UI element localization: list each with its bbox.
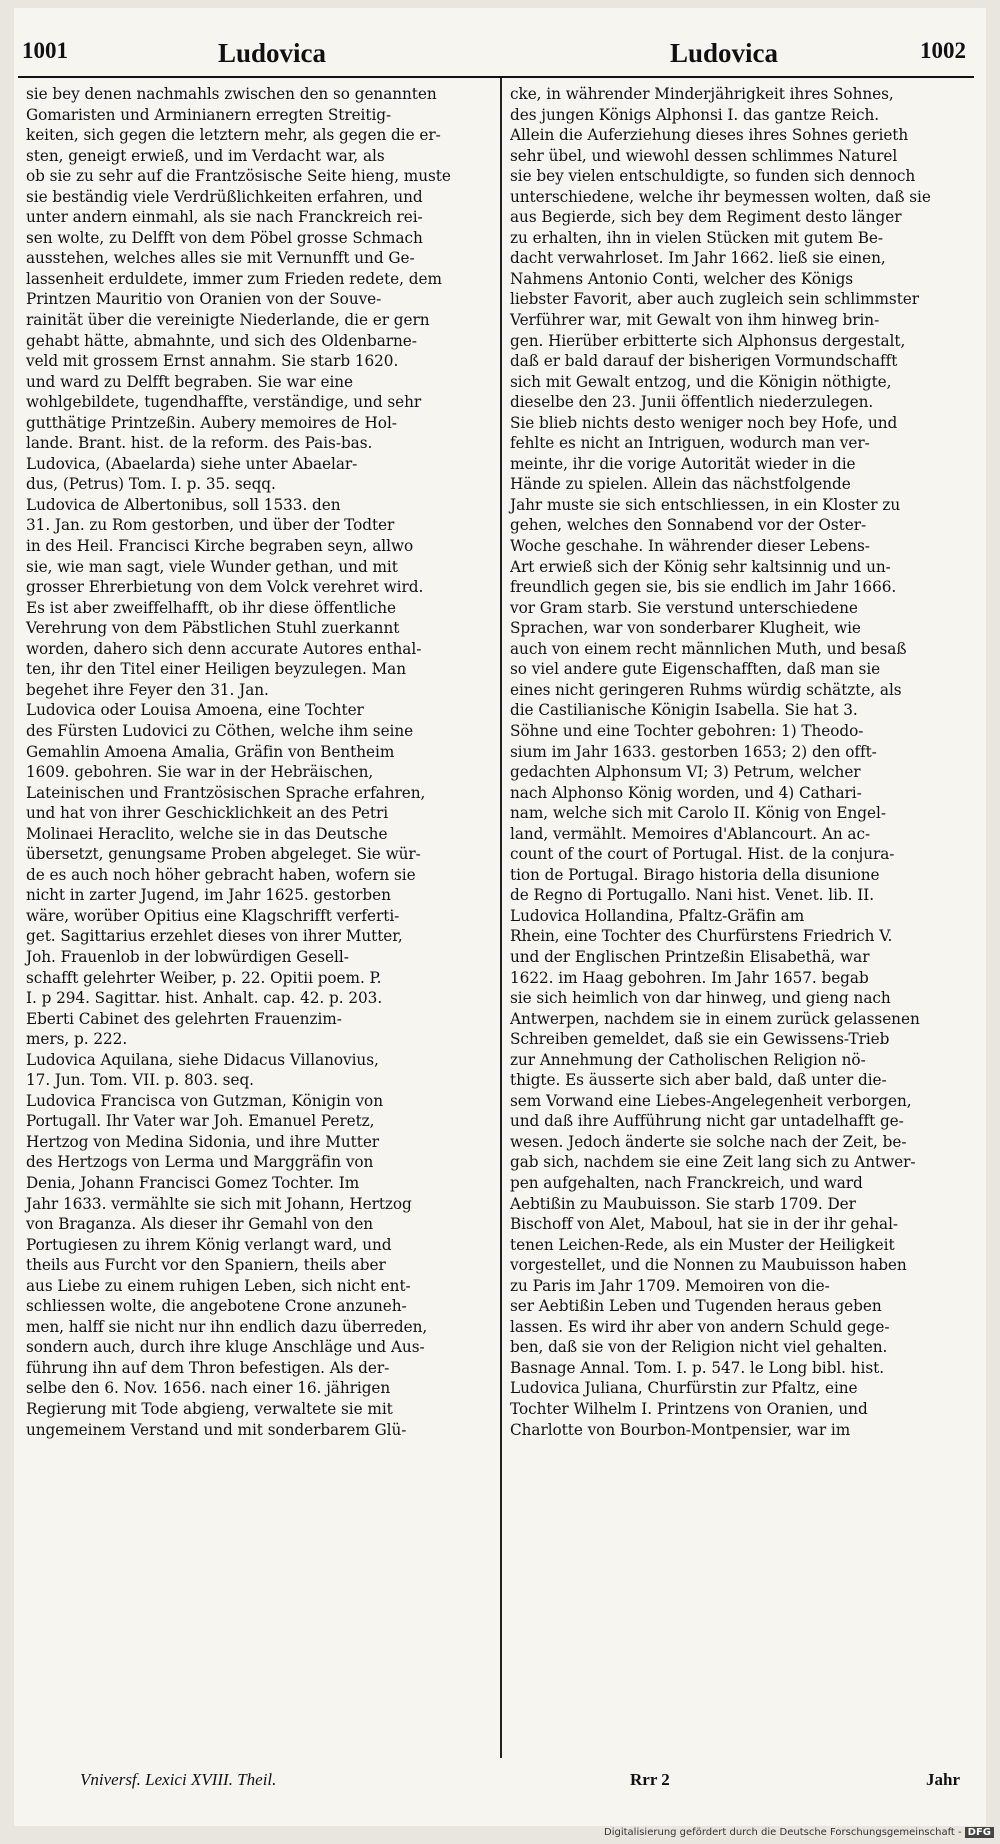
text-line: gutthätige Printzeßin. Aubery memoires de Hol- xyxy=(26,413,397,432)
text-line: gehabt hätte, abmahnte, und sich des Oldenbarne- xyxy=(26,331,417,350)
text-line: sten, geneigt erwieß, und im Verdacht war, als xyxy=(26,146,385,165)
text-line: Gomaristen und Arminianern erregten Streitig- xyxy=(26,105,392,124)
text-line: ungemeinem Verstand und mit sonderbarem Glü- xyxy=(26,1420,407,1439)
text-line: sich mit Gewalt entzog, und die Königin nöthigte, xyxy=(510,372,892,391)
text-line: worden, dahero sich denn accurate Autores enthal- xyxy=(26,639,422,658)
text-line: aus Liebe zu einem ruhigen Leben, sich nicht ent- xyxy=(26,1276,411,1295)
text-line: schafft gelehrter Weiber, p. 22. Opitii poem. P. xyxy=(26,968,382,987)
text-line: gehen, welches den Sonnabend vor der Oster- xyxy=(510,516,867,535)
text-line: Printzen Mauritio von Oranien von der Souve- xyxy=(26,290,382,309)
text-line: nicht in zarter Jugend, im Jahr 1625. gestorben xyxy=(26,886,391,905)
text-line: Antwerpen, nachdem sie in einem zurück gelassenen xyxy=(510,1009,920,1028)
text-line: Molinaei Heraclito, welche sie in das Deutsche xyxy=(26,824,388,843)
text-line: sie, wie man sagt, viele Wunder gethan, und mit xyxy=(26,557,398,576)
dfg-logo: DFG xyxy=(965,1827,994,1838)
text-line: nam, welche sich mit Carolo II. König von Engel- xyxy=(510,804,886,823)
text-line: meinte, ihr die vorige Autorität wieder in die xyxy=(510,454,856,473)
signature-left: Vniversf. Lexici XVIII. Theil. xyxy=(80,1770,277,1789)
text-line: ser Aebtißin Leben und Tugenden heraus geben xyxy=(510,1297,882,1316)
text-line: 1609. gebohren. Sie war in der Hebräischen, xyxy=(26,763,374,782)
text-line: führung ihn auf dem Thron befestigen. Als der- xyxy=(26,1358,390,1377)
text-line: theils aus Furcht vor den Spaniern, theils aber xyxy=(26,1256,386,1275)
text-line: des Hertzogs von Lerma und Marggräfin von xyxy=(26,1153,374,1172)
text-line: keiten, sich gegen die letztern mehr, als gegen die er- xyxy=(26,126,441,145)
text-line: gedachten Alphonsum VI; 3) Petrum, welcher xyxy=(510,763,861,782)
text-line: I. p 294. Sagittar. hist. Anhalt. cap. 42. p. 203. xyxy=(26,989,383,1008)
text-line: daß er bald darauf der bisherigen Vormundschafft xyxy=(510,352,898,371)
text-line: Ludovica, (Abaelarda) siehe unter Abaelar- xyxy=(26,454,358,473)
column-divider xyxy=(500,78,502,1758)
text-line: die Castilianische Königin Isabella. Sie hat 3. xyxy=(510,701,858,720)
text-line: Regierung mit Tode abgieng, verwaltete sie mit xyxy=(26,1400,393,1418)
text-line: vor Gram starb. Sie verstund unterschiedene xyxy=(510,598,858,617)
text-line: Aebtißin zu Maubuisson. Sie starb 1709. Der xyxy=(510,1194,856,1213)
text-line: Rhein, eine Tochter des Churfürstens Friedrich V. xyxy=(510,927,893,946)
text-line: Jahr 1633. vermählte sie sich mit Johann, Hertzog xyxy=(26,1194,412,1213)
text-line: sie bey denen nachmahls zwischen den so genannten xyxy=(26,85,437,103)
text-line: Bischoff von Alet, Maboul, hat sie in der ihr gehal- xyxy=(510,1215,899,1234)
text-line: und hat von ihrer Geschicklichkeit an des Petri xyxy=(26,804,389,823)
text-line: Joh. Frauenlob in der lobwürdigen Gesell- xyxy=(26,947,349,966)
text-line: Allein die Auferziehung dieses ihres Sohnes gerieth xyxy=(510,126,909,145)
text-line: Tochter Wilhelm I. Printzens von Oranien, und xyxy=(510,1400,868,1418)
text-line: cke, in währender Minderjährigkeit ihres Sohnes, xyxy=(510,85,894,103)
text-line: dus, (Petrus) Tom. I. p. 35. seqq. xyxy=(26,475,276,494)
text-line: übersetzt, genungsame Proben abgeleget. Sie wür- xyxy=(26,845,421,864)
text-line: men, halff sie nicht nur ihn endlich dazu überreden, xyxy=(26,1317,428,1336)
text-line: sen wolte, zu Delfft von dem Pöbel grosse Schmach xyxy=(26,228,423,247)
text-line: Denia, Johann Francisci Gomez Tochter. Im xyxy=(26,1173,360,1192)
text-line: dacht verwahrloset. Im Jahr 1662. ließ sie einen, xyxy=(510,249,886,268)
text-line: Schreiben gemeldet, daß sie ein Gewissens-Trieb xyxy=(510,1030,890,1049)
text-line: so viel andere gute Eigenschafften, daß man sie xyxy=(510,660,881,679)
text-line: liebster Favorit, aber auch zugleich sein schlimmster xyxy=(510,290,920,309)
text-line: sie bey vielen entschuldigte, so funden sich dennoch xyxy=(510,167,916,186)
text-line: Ludovica Juliana, Churfürstin zur Pfaltz, eine xyxy=(510,1379,858,1398)
text-line: Verführer war, mit Gewalt von ihm hinweg brin- xyxy=(510,311,880,330)
text-line: Es ist aber zweiffelhafft, ob ihr diese öffentliche xyxy=(26,598,396,617)
text-line: gab sich, nachdem sie eine Zeit lang sich zu Antwer- xyxy=(510,1153,916,1172)
text-line: zu erhalten, ihn in vielen Stücken mit gutem Be- xyxy=(510,228,883,247)
text-line: ten, ihr den Titel einer Heiligen beyzulegen. Man xyxy=(26,660,407,679)
text-line: selbe den 6. Nov. 1656. nach einer 16. jährigen xyxy=(26,1379,391,1398)
text-line: schliessen wolte, die angebotene Crone anzuneh- xyxy=(26,1297,407,1316)
text-line: Charlotte von Bourbon-Montpensier, war im xyxy=(510,1420,851,1439)
text-line: Lateinischen und Frantzösischen Sprache erfahren, xyxy=(26,783,426,802)
document-page xyxy=(14,8,986,1826)
text-line: Söhne und eine Tochter gebohren: 1) Theodo- xyxy=(510,721,864,740)
text-line: Eberti Cabinet des gelehrten Frauenzim- xyxy=(26,1009,342,1028)
text-line: sondern auch, durch ihre kluge Anschläge und Aus- xyxy=(26,1338,425,1357)
running-title-right: Ludovica xyxy=(670,38,779,68)
text-line: lassen. Es wird ihr aber von andern Schuld gege- xyxy=(510,1317,890,1336)
page-footer xyxy=(14,1770,986,1798)
text-line: zur Annehmung der Catholischen Religion nö- xyxy=(510,1050,866,1069)
text-line: Sie blieb nichts desto weniger noch bey Hofe, und xyxy=(510,413,898,432)
signature-mark: Rrr 2 xyxy=(630,1770,670,1789)
text-line: unter andern einmahl, als sie nach Franckreich rei- xyxy=(26,208,423,227)
text-line: tion de Portugal. Birago historia della disunione xyxy=(510,865,880,884)
text-line: veld mit grossem Ernst annahm. Sie starb 1620. xyxy=(26,352,399,371)
right-column xyxy=(510,84,980,1440)
text-line: freundlich gegen sie, bis sie endlich im Jahr 1666. xyxy=(510,578,897,597)
text-line: fehlte es nicht an Intriguen, wodurch man ver- xyxy=(510,434,870,453)
text-line: sie beständig viele Verdrüßlichkeiten erfahren, und xyxy=(26,187,423,206)
text-line: grosser Ehrerbietung von dem Volck verehret wird. xyxy=(26,578,424,597)
text-line: 31. Jan. zu Rom gestorben, und über der Todter xyxy=(26,516,395,535)
digitization-note: Digitalisierung gefördert durch die Deutsche Forschungsgemeinschaft - xyxy=(604,1827,962,1838)
text-line: auch von einem recht männlichen Muth, und besaß xyxy=(510,639,907,658)
text-line: ausstehen, welches alles sie mit Vernunfft und Ge- xyxy=(26,249,415,268)
text-line: lande. Brant. hist. de la reform. des Pais-bas. xyxy=(26,434,373,453)
text-line: Portugiesen zu ihrem König verlangt ward, und xyxy=(26,1235,392,1254)
text-line: wäre, worüber Opitius eine Klagschrifft verferti- xyxy=(26,906,400,925)
text-line: sium im Jahr 1633. gestorben 1653; 2) den offt- xyxy=(510,742,877,761)
text-line: rainität über die vereinigte Niederlande, die er gern xyxy=(26,311,430,330)
text-line: nach Alphonso König worden, und 4) Cathari- xyxy=(510,783,862,802)
text-line: unterschiedene, welche ihr beymessen wolten, daß sie xyxy=(510,187,931,206)
column-number-left: 1001 xyxy=(22,38,68,63)
text-line: des jungen Königs Alphonsi I. das gantze Reich. xyxy=(510,105,880,124)
text-line: Portugall. Ihr Vater war Joh. Emanuel Peretz, xyxy=(26,1112,375,1131)
text-line: Ludovica Aquilana, siehe Didacus Villanovius, xyxy=(26,1050,379,1069)
text-line: count of the court of Portugal. Hist. de la conjura- xyxy=(510,845,895,864)
catchword: Jahr xyxy=(926,1770,960,1789)
text-line: wohlgebildete, tugendhaffte, verständige, und sehr xyxy=(26,393,422,412)
text-line: de es auch noch höher gebracht haben, wofern sie xyxy=(26,865,416,884)
text-line: Basnage Annal. Tom. I. p. 547. le Long bibl. hist. xyxy=(510,1358,885,1377)
text-line: get. Sagittarius erzehlet dieses von ihrer Mutter, xyxy=(26,927,403,946)
text-line: ben, daß sie von der Religion nicht viel gehalten. xyxy=(510,1338,888,1357)
text-line: land, vermählt. Memoires d'Ablancourt. An ac- xyxy=(510,824,871,843)
text-line: Art erwieß sich der König sehr kaltsinnig und un- xyxy=(510,557,891,576)
text-line: und daß ihre Aufführung nicht gar untadelhafft ge- xyxy=(510,1112,904,1131)
text-line: von Braganza. Als dieser ihr Gemahl von den xyxy=(26,1215,374,1234)
text-line: zu Paris im Jahr 1709. Memoiren von die- xyxy=(510,1276,830,1295)
text-line: 17. Jun. Tom. VII. p. 803. seq. xyxy=(26,1071,254,1090)
text-line: vorgestellet, und die Nonnen zu Maubuisson haben xyxy=(510,1256,907,1275)
header-rule xyxy=(18,76,974,78)
text-line: thigte. Es äusserte sich aber bald, daß unter die- xyxy=(510,1071,887,1090)
text-line: lassenheit erduldete, immer zum Frieden redete, dem xyxy=(26,269,442,288)
text-line: Ludovica Hollandina, Pfaltz-Gräfin am xyxy=(510,906,805,925)
text-line: des Fürsten Ludovici zu Cöthen, welche ihm seine xyxy=(26,721,414,740)
text-line: pen aufgehalten, nach Franckreich, und ward xyxy=(510,1173,863,1192)
text-line: tenen Leichen-Rede, als ein Muster der Heiligkeit xyxy=(510,1235,895,1254)
text-line: Hertzog von Medina Sidonia, und ihre Mutter xyxy=(26,1132,380,1151)
text-line: Ludovica de Albertonibus, soll 1533. den xyxy=(26,495,341,514)
text-line: in des Heil. Francisci Kirche begraben seyn, allwo xyxy=(26,537,414,556)
text-line: Jahr muste sie sich entschliessen, in ein Kloster zu xyxy=(510,495,901,514)
digitization-credit xyxy=(604,1827,994,1838)
text-line: Verehrung von dem Päbstlichen Stuhl zuerkannt xyxy=(26,619,400,638)
text-line: Hände zu spielen. Allein das nächstfolgende xyxy=(510,475,851,494)
text-line: und der Englischen Printzeßin Elisabethä, war xyxy=(510,947,870,966)
text-line: sem Vorwand eine Liebes-Angelegenheit verborgen, xyxy=(510,1091,912,1110)
text-line: Woche geschahe. In währender dieser Lebens- xyxy=(510,537,870,556)
text-line: eines nicht geringeren Ruhms würdig schätzte, als xyxy=(510,680,902,699)
left-column xyxy=(26,84,496,1440)
text-line: aus Begierde, sich bey dem Regiment desto länger xyxy=(510,208,902,227)
text-line: gen. Hierüber erbitterte sich Alphonsus dergestalt, xyxy=(510,331,906,350)
text-line: 1622. im Haag gebohren. Im Jahr 1657. begab xyxy=(510,968,869,987)
text-line: dieselbe den 23. Junii öffentlich niederzulegen. xyxy=(510,393,874,412)
text-line: ob sie zu sehr auf die Frantzösische Seite hieng, muste xyxy=(26,167,451,186)
text-line: wesen. Jedoch änderte sie solche nach der Zeit, be- xyxy=(510,1132,907,1151)
text-line: Gemahlin Amoena Amalia, Gräfin von Bentheim xyxy=(26,742,395,761)
text-line: begehet ihre Feyer den 31. Jan. xyxy=(26,680,269,699)
text-line: Sprachen, war von sonderbarer Klugheit, wie xyxy=(510,619,861,638)
column-number-right: 1002 xyxy=(920,38,966,63)
text-line: mers, p. 222. xyxy=(26,1030,128,1049)
text-line: de Regno di Portugallo. Nani hist. Venet. lib. II. xyxy=(510,886,875,905)
text-line: Ludovica oder Louisa Amoena, eine Tochter xyxy=(26,701,364,720)
running-title-left: Ludovica xyxy=(218,38,327,68)
text-line: Ludovica Francisca von Gutzman, Königin von xyxy=(26,1091,383,1110)
text-line: sie sich heimlich von dar hinweg, und gieng nach xyxy=(510,989,891,1008)
text-line: sehr übel, und wiewohl dessen schlimmes Naturel xyxy=(510,146,898,165)
text-line: und ward zu Delfft begraben. Sie war eine xyxy=(26,372,354,391)
text-line: Nahmens Antonio Conti, welcher des Königs xyxy=(510,269,854,288)
